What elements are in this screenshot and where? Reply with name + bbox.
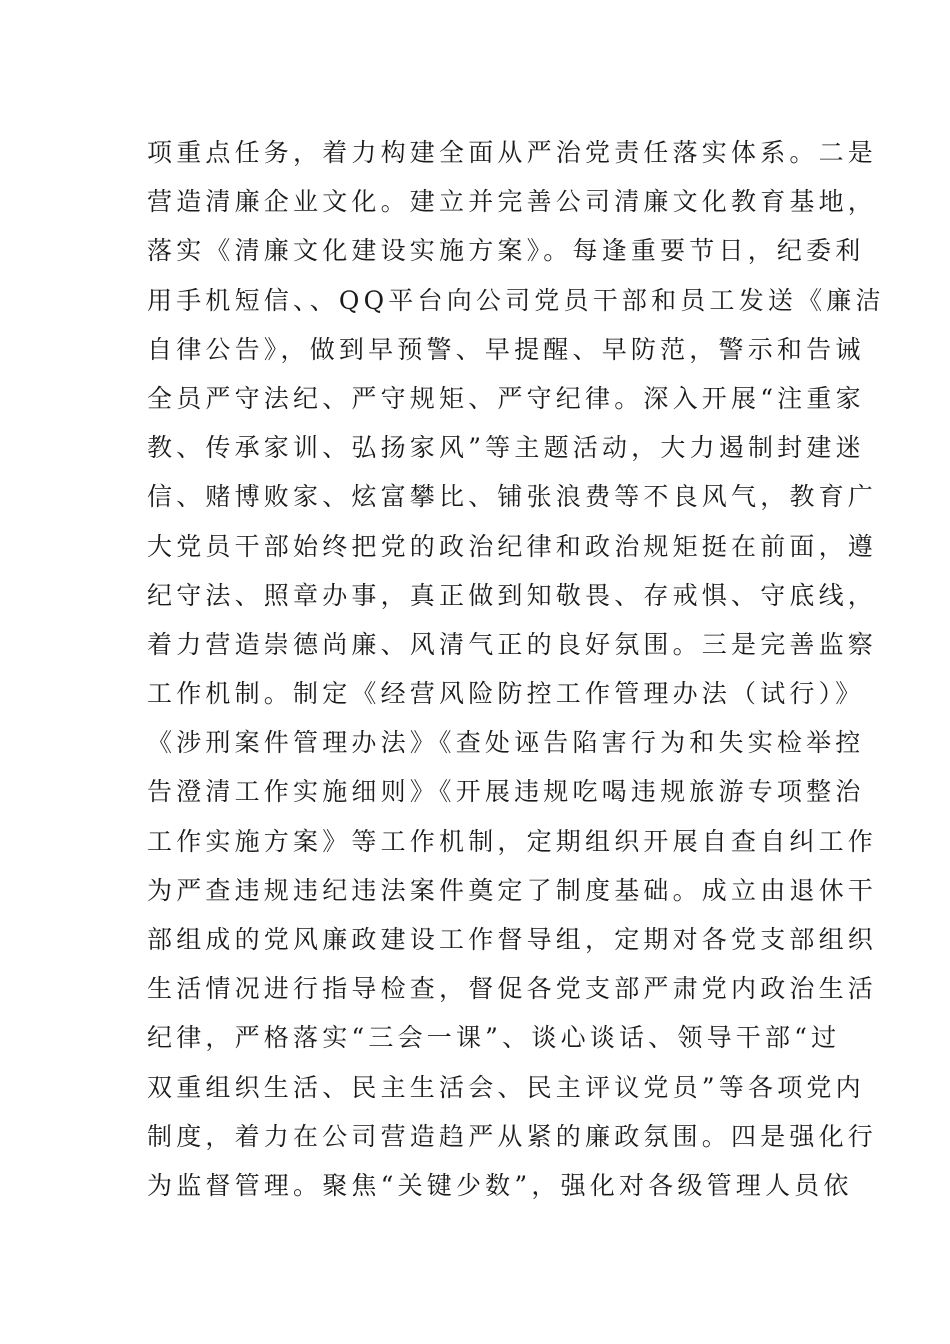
text-line: 部组成的党风廉政建设工作督导组，定期对各党支部组织 (147, 925, 878, 954)
body-text (147, 128, 885, 1210)
text-line: 营造清廉企业文化。建立并完善公司清廉文化教育基地， (147, 187, 878, 217)
text-line: 着力营造崇德尚廉、风清气正的良好氛围。三是完善监察 (147, 629, 878, 659)
text-line: 制度，着力在公司营造趋严从紧的廉政氛围。四是强化行 (147, 1121, 878, 1151)
text-line: 教、传承家训、弘扬家风”等主题活动，大力遏制封建迷 (147, 433, 865, 463)
text-line: 落实《清廉文化建设实施方案》。每逢重要节日，纪委利 (147, 236, 865, 266)
text-line: 告澄清工作实施细则》《开展违规吃喝违规旅游专项整治 (147, 777, 865, 807)
text-line: 纪守法、照章办事，真正做到知敬畏、存戒惧、守底线， (147, 580, 878, 610)
text-line: 纪律，严格落实“三会一课”、谈心谈话、领导干部“过 (147, 1023, 841, 1053)
text-line: 用手机短信、、QQ平台向公司党员干部和员工发送《廉洁 (147, 285, 885, 315)
text-line: 全员严守法纪、严守规矩、严守纪律。深入开展“注重家 (147, 383, 865, 413)
text-line: 双重组织生活、民主生活会、民主评议党员”等各项党内 (147, 1072, 865, 1102)
text-line: 自律公告》，做到早预警、早提醒、早防范，警示和告诫 (147, 334, 865, 364)
text-line: 大党员干部始终把党的政治纪律和政治规矩挺在前面，遵 (147, 531, 878, 561)
text-line: 信、赌博败家、炫富攀比、铺张浪费等不良风气，教育广 (147, 482, 878, 512)
text-line: 工作实施方案》等工作机制，定期组织开展自查自纠工作 (147, 826, 878, 856)
text-line: 《涉刑案件管理办法》《查处诬告陷害行为和失实检举控 (147, 728, 865, 758)
text-line: 生活情况进行指导检查，督促各党支部严肃党内政治生活 (147, 974, 878, 1004)
text-line: 为监督管理。聚焦“关键少数”，强化对各级管理人员依 (147, 1170, 853, 1200)
text-line: 工作机制。制定《经营风险防控工作管理办法（试行）》 (147, 679, 865, 709)
text-line: 为严查违规违纪违法案件奠定了制度基础。成立由退休干 (147, 875, 878, 905)
text-line: 项重点任务，着力构建全面从严治党责任落实体系。二是 (147, 138, 878, 167)
